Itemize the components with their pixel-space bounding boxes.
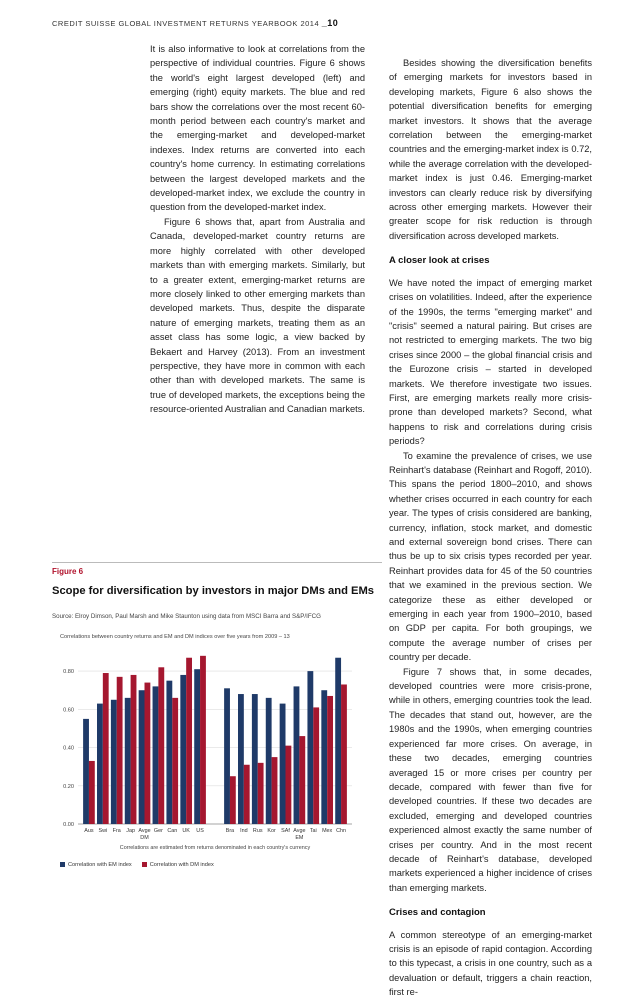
crises-paragraph-1: We have noted the impact of emerging market crises on volatilities. Indeed, after the experience of the 1990s, the terms "emerging market" and "crisis" seemed a natural pairing. But crises are not restricted to emerging markets. The two big crises since 2000 – the global financial crisis and the Eurozone crisis – started in developed markets. We therefore investigate two issues. First, are emerging markets really more crisis-prone than developed markets? Second, what happens to risk and correlations during crisis periods? (389, 277, 592, 447)
bar-dm (172, 698, 178, 824)
bar-em (125, 698, 131, 824)
bar-em (180, 675, 186, 824)
legend-label-dm: Correlation with DM index (149, 862, 214, 868)
bar-dm (230, 776, 236, 824)
bar-dm (286, 746, 292, 824)
x-tick-label: Rus (252, 828, 263, 834)
figure-source: Source: Elroy Dimson, Paul Marsh and Mike Staunton using data from MSCI Barra and S&P/IFCG (52, 613, 321, 620)
running-title: CREDIT SUISSE GLOBAL INVESTMENT RETURNS YEARBOOK 2014 (52, 19, 320, 28)
x-tick-label: Swi (98, 828, 108, 834)
bar-em (224, 688, 230, 824)
left-paragraph-1: It is also informative to look at correlations from the perspective of individual countries. Figure 6 shows the world's eight largest developed (left) and emerging (right) equity markets. The blue and red bars show the correlations over the most recent 60-month period between each country's market and the emerging-market and developed-market indexes. Index returns are converted into each country's home currency. In estimating correlations between the largest developed markets and the developed-market index, we exclude the country in question from the developed-market index. (150, 44, 365, 213)
x-tick-label: Ger (153, 828, 163, 834)
legend-swatch-dm (142, 862, 147, 867)
contagion-paragraph-1: A common stereotype of an emerging-market crisis is an episode of rapid contagion. According to this typecast, a crisis in one country, such as a devaluation or default, triggers a chain reaction, first re- (389, 929, 592, 998)
bar-em (166, 681, 172, 824)
section-heading-contagion: Crises and contagion (389, 907, 486, 919)
y-tick-label: 0.20 (63, 783, 74, 790)
bar-dm (103, 673, 109, 824)
bar-dm (313, 707, 319, 824)
bar-em (153, 686, 159, 824)
bar-em (294, 686, 300, 824)
bar-em (280, 704, 286, 824)
bar-dm (186, 658, 192, 824)
bar-chart (52, 644, 362, 859)
page-number: _10 (321, 18, 339, 28)
bar-em (266, 698, 272, 824)
bar-em (194, 669, 200, 824)
x-tick-label: Avge (138, 828, 151, 834)
x-tick-label: Can (167, 828, 178, 834)
left-text-column (150, 42, 365, 417)
bar-dm (158, 667, 164, 824)
bar-dm (145, 683, 151, 824)
bar-dm (327, 696, 333, 824)
figure-title: Scope for diversification by investors in major DMs and EMs (52, 585, 375, 597)
x-tick-label: Kor (267, 828, 276, 834)
chart-subtitle: Correlations between country returns and EM and DM indices over five years from 2009 – 13 (60, 634, 290, 640)
y-tick-label: 0.00 (63, 822, 74, 828)
x-tick-label-line2: EM (295, 835, 304, 841)
chart-footnote: Correlations are estimated from returns denominated in each country's currency (119, 845, 311, 851)
figure-top-rule (52, 562, 382, 563)
bar-dm (299, 736, 305, 824)
crises-paragraph-3: Figure 7 shows that, in some decades, developed countries were more crisis-prone, while in others, emerging countries took the lead. The decades that stand out, however, are the 1980s and the 1990s, when emerging countries experienced far more crises. On average, in these two decades, emerging countries averaged 15 or more crises per country per decade, compared with fewer than five for developed countries. If these two decades are excluded, emerging and developed countries experienced almost exactly the same number of crises per country. And in the most recent decade of Reinhart's database, developed markets experienced a higher incidence of crises than emerging markets. (389, 666, 592, 893)
running-header (52, 18, 338, 28)
legend-swatch-em (60, 862, 65, 867)
bar-em (97, 704, 103, 824)
bar-em (335, 658, 341, 824)
x-tick-label: Fra (112, 828, 121, 834)
bar-em (111, 700, 117, 824)
bar-em (252, 694, 258, 824)
figure-label: Figure 6 (52, 567, 84, 576)
x-tick-label: Tai (309, 828, 317, 834)
x-tick-label: US (196, 828, 204, 834)
x-tick-label: UK (182, 828, 190, 834)
x-tick-label: Aus (84, 828, 94, 834)
x-tick-label: Mex (322, 828, 333, 834)
x-tick-label: SAf (281, 828, 290, 834)
chart-legend (60, 862, 214, 868)
section-heading-crises: A closer look at crises (389, 255, 490, 267)
bar-dm (131, 675, 137, 824)
bar-dm (244, 765, 250, 824)
x-tick-label: Jap (126, 828, 135, 834)
y-tick-label: 0.60 (63, 707, 74, 714)
bar-dm (272, 757, 278, 824)
x-tick-label: Chn (336, 828, 347, 834)
bar-em (83, 719, 89, 824)
y-tick-label: 0.80 (63, 669, 74, 676)
x-tick-label: Avge (293, 828, 306, 834)
bar-dm (341, 684, 347, 824)
legend-item-dm (142, 862, 214, 868)
bar-em (307, 671, 313, 824)
x-tick-label: Bra (225, 828, 235, 834)
x-tick-label-line2: DM (140, 835, 149, 841)
bar-dm (117, 677, 123, 824)
bar-em (139, 690, 145, 824)
bar-dm (89, 761, 95, 824)
bar-em (321, 690, 327, 824)
bar-dm (258, 763, 264, 824)
right-text-column (389, 56, 592, 1000)
y-tick-label: 0.40 (63, 745, 74, 752)
legend-label-em: Correlation with EM index (68, 862, 132, 868)
right-intro-paragraph: Besides showing the diversification benefits of emerging markets for investors based in developing markets, Figure 6 also shows the potential diversification benefits for emerging market investors. It shows that the average correlation between the emerging-market countries and the emerging-market index is 0.72, while the average correlation with the developed-market index is just 0.46. Emerging-market investors can clearly reduce risk by diversifying across other emerging markets. However their greater scope for risk reduction is through diversification across developed markets. (389, 58, 592, 241)
bar-em (238, 694, 244, 824)
left-paragraph-2: Figure 6 shows that, apart from Australia and Canada, developed-market country returns are more highly correlated with other developed markets than with emerging markets. Similarly, but to a greater extent, emerging-market returns are more closely linked to other emerging markets than developed markets. Thus, despite the disparate nature of emerging markets, treating them as an asset class has some logic, a view backed by Bekaert and Harvey (2013). From an investment perspective, they have more in common with each other than with developed markets. The same is true of developed markets, the exceptions being the resource-oriented Australian and Canadian markets. (150, 216, 365, 415)
legend-item-em (60, 862, 132, 868)
crises-paragraph-2: To examine the prevalence of crises, we use Reinhart's database (Reinhart and Rogoff, 2010). This spans the period 1800–2010, and shows whether crises occurred in each country for each year. The types of crisis considered are banking, currency, inflation, stock market, and domestic and external sovereign bond crises. There can thus be up to six crisis types recorded per year. Reinhart provides data for 45 of the 50 countries that we examined in the previous section. We categorize these as either developed or emerging in each year from 1900–2010, based on GDP per capita. For both groupings, we compute the average number of crises per country per decade. (389, 450, 592, 663)
bar-dm (200, 656, 206, 824)
x-tick-label: Ind (240, 828, 248, 834)
